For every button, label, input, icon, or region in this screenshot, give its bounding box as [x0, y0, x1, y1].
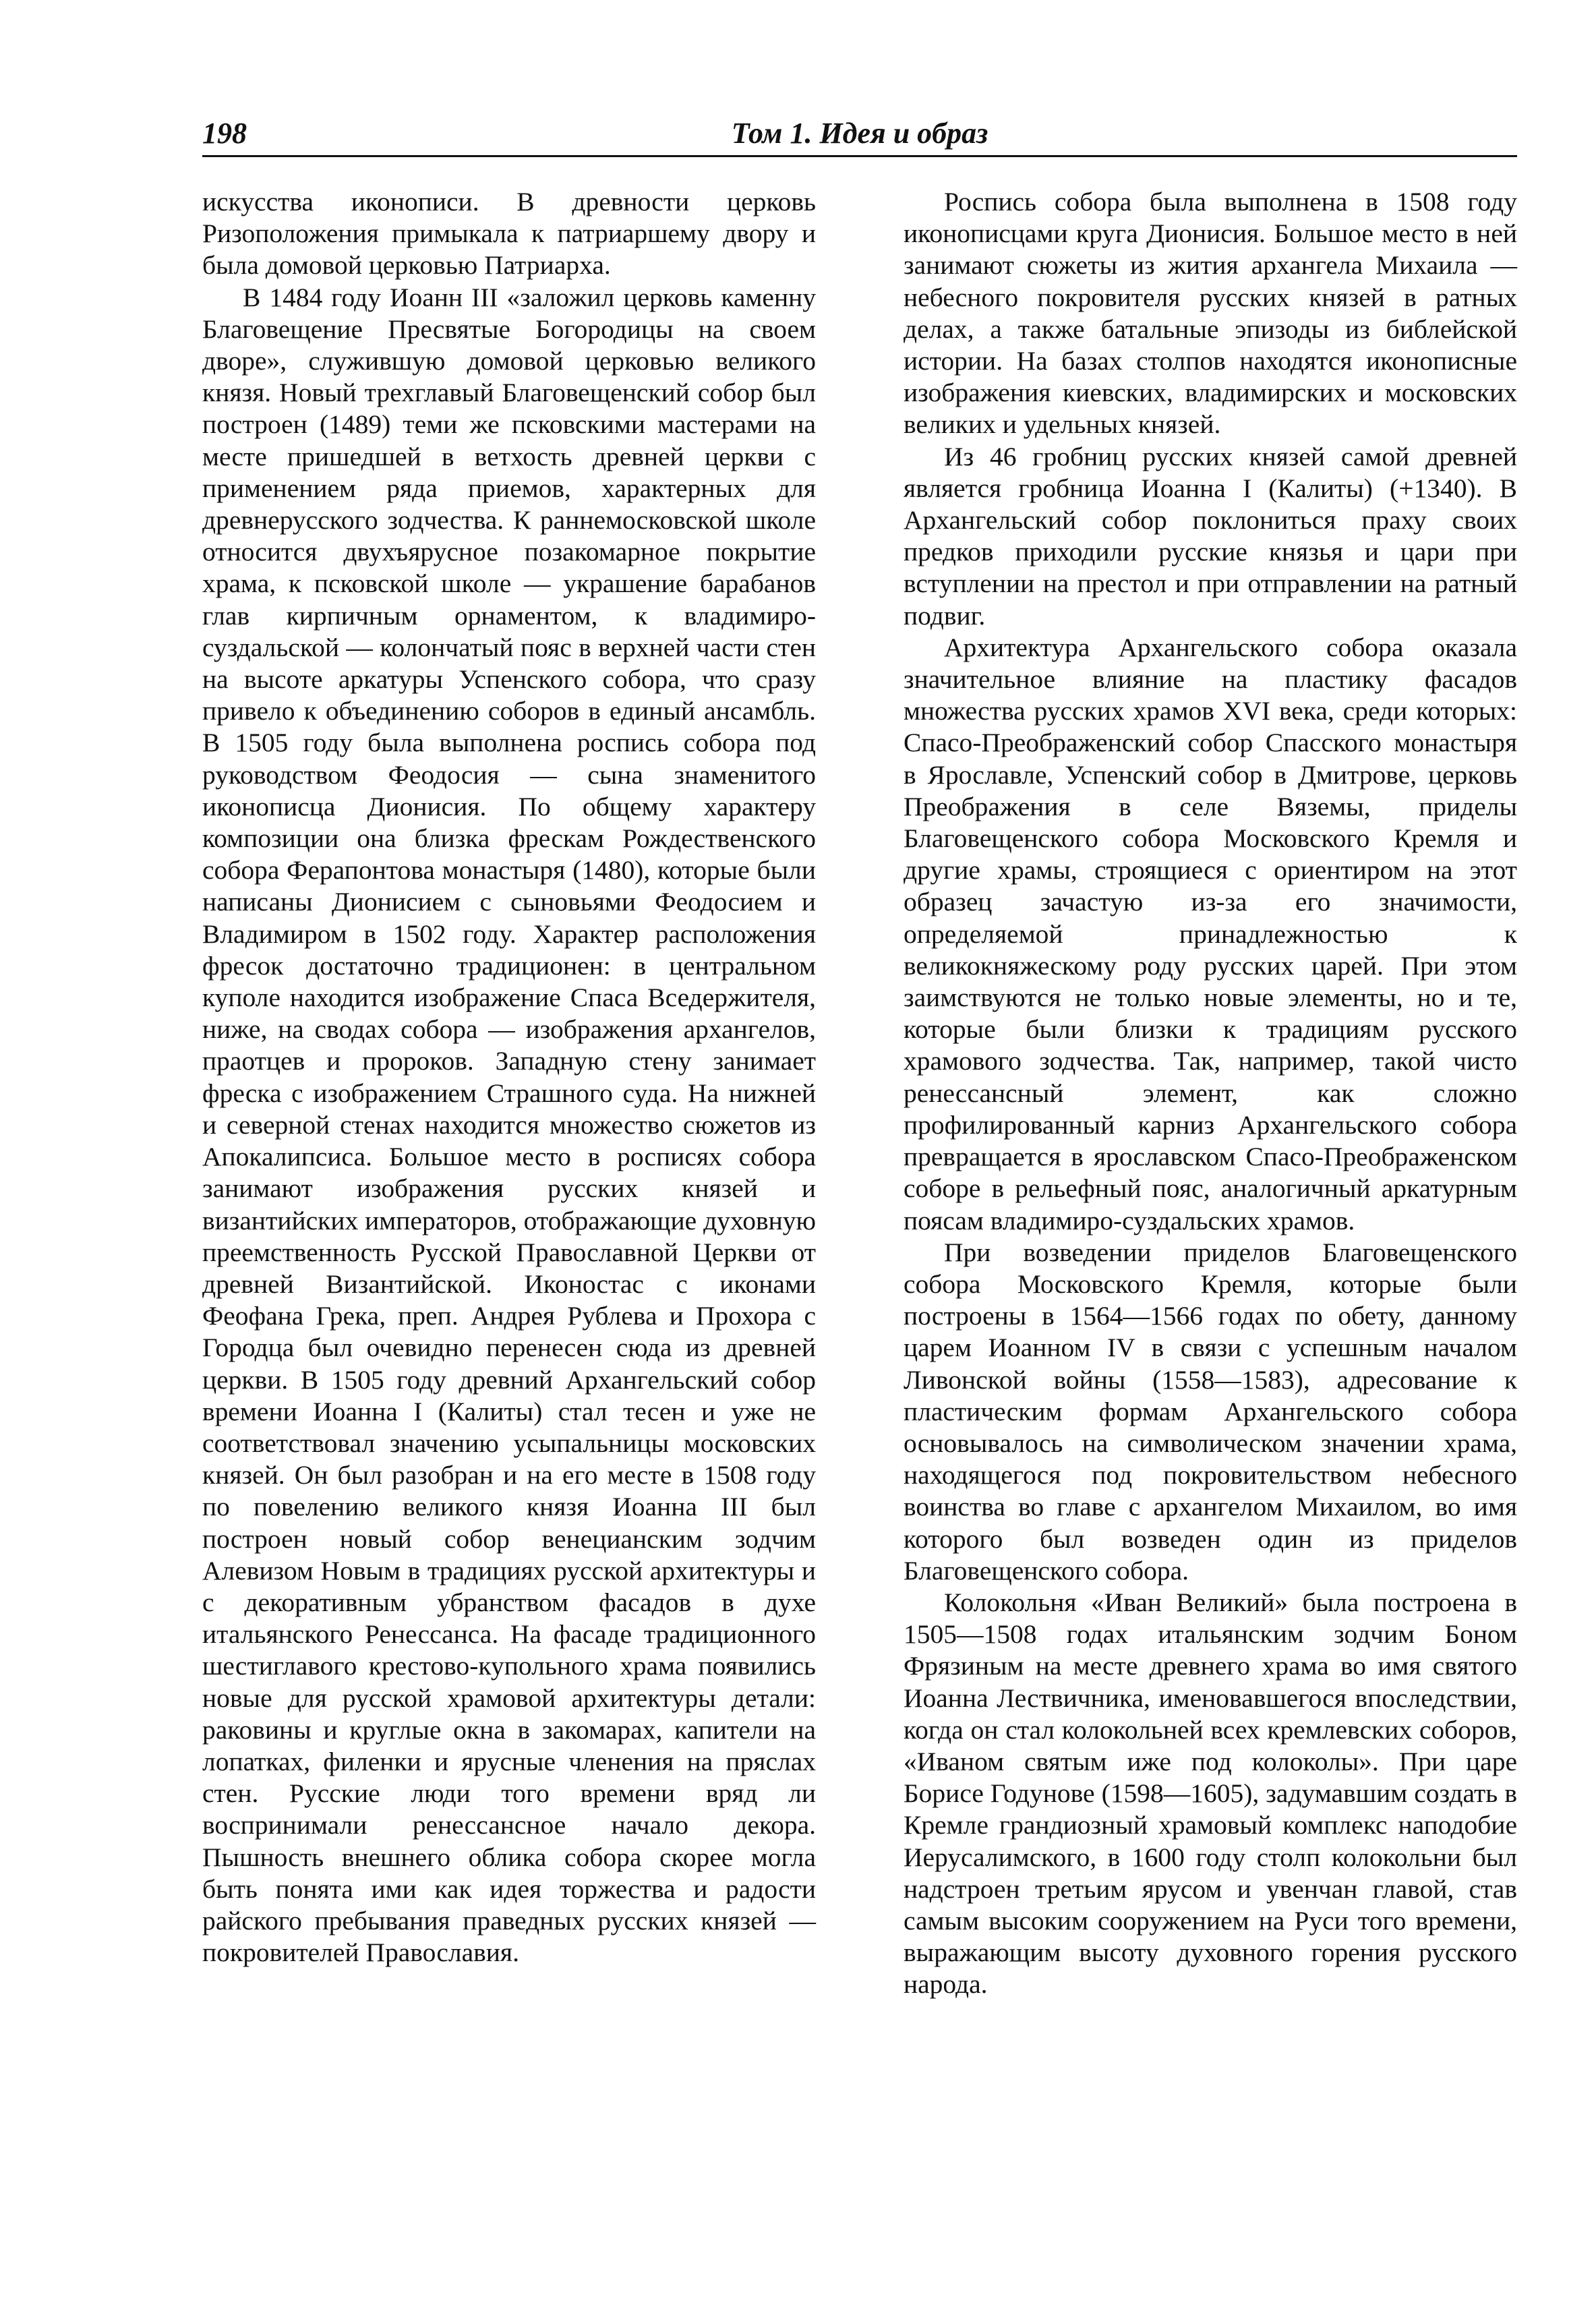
paragraph: При возведении приделов Благовещенского собора Московского Кремля, которые были построены в 1564—1566 годах по обету, данному царем Иоанном IV в связи с успешным началом Ливонской войны (1558—1583), адресование к пластическим формам Архангельского собора основывалось на символическом значении храма, находящегося под покровительством небесного воинства во главе с архангелом Михаилом, во имя которого был возведен один из приделов Благовещенского собора. [904, 1237, 1517, 1585]
paragraph: Из 46 гробниц русских князей самой древней является гробница Иоанна I (Калиты) (+1340). В Архангельский собор поклониться праху своих предков приходили русские князья и цари при вступлении на престол и при отправлении на ратный подвиг. [904, 441, 1517, 631]
volume-title: Том 1. Идея и образ [731, 117, 988, 150]
paragraph: Архитектура Архангельского собора оказала значительное влияние на пластику фасадов множества русских храмов XVI века, среди которых: Спасо-Преображенский собор Спасского монастыря в Ярославле, Успенский собор в Дмитрове, церковь Преображения в селе Вяземы, приделы Благовещенского собора Московского Кремля и другие храмы, строящиеся с ориентиром на этот образец зачастую из-за его значимости, определяемой принадлежностью к великокняжескому роду русских царей. При этом заимствуются не только новые элементы, но и те, которые были близки к традициям русского храмового зодчества. Так, например, такой чисто ренессансный элемент, как сложно профилированный карниз Архангельского собора превращается в ярославском Спасо-Преображенском соборе в рельефный пояс, аналогичный аркатурным поясам владимиро-суздальских храмов. [904, 632, 1517, 1235]
page-number: 198 [202, 117, 247, 150]
paragraph: В 1484 году Иоанн III «заложил церковь каменну Благовещение Пресвятые Богородицы на своем дворе», служившую домовой церковью великого князя. Новый трехглавый Благовещенский собор был построен (1489) теми же псковскими мастерами на месте пришедшей в ветхость древней церкви с применением ряда приемов, характерных для древнерусского зодчества. К раннемосковской школе относится двухъярусное позакомарное покрытие храма, к псковской школе — украшение барабанов глав кирпичным орнаментом, к владимиро-суздальской — колончатый пояс в верхней части стен на высоте аркатуры Успенского собора, что сразу привело к объединению соборов в единый ансамбль. В 1505 году была выполнена роспись собора под руководством Феодосия — сына знаменитого иконописца Дионисия. По общему характеру композиции она близка фрескам Рождественского собора Ферапонтова монастыря (1480), которые были написаны Дионисием с сыновьями Феодосием и Владимиром в 1502 году. Характер расположения фресок достаточно традиционен: в центральном куполе находится изображение Спаса Вседержителя, ниже, на сводах собора — изображения архангелов, праотцев и пророков. Западную стену занимает фреска с изображением Страшного суда. На нижней и северной стенах находится множество сюжетов из Апокалипсиса. Большое место в росписях собора занимают изображения русских князей и византийских императоров, отображающие духовную преемственность Русской Православной Церкви от древней Византийской. Иконостас с иконами Феофана Грека, преп. Андрея Рублева и Прохора с Городца был очевидно перенесен сюда из древней церкви. В 1505 году древний Архангельский собор времени Иоанна I (Калиты) стал тесен и уже не соответствовал значению усыпальницы московских князей. Он был разобран и на его месте в 1508 году по повелению великого князя Иоанна III был построен новый собор венецианским зодчим Алевизом Новым в традициях русской архитектуры и с декоративным убранством фасадов в духе итальянского Ренессанса. На фасаде традиционного шестиглавого крестово-купольного храма появились новые для русской храмовой архитектуры детали: раковины и круглые окна в закомарах, капители на лопатках, филенки и ярусные членения на пряслах стен. Русские люди того времени вряд ли воспринимали ренессансное начало декора. Пышность внешнего облика собора скорее могла быть понята ими как идея торжества и радости райского пребывания праведных русских князей — покровителей Православия. [202, 282, 816, 1968]
right-column [904, 186, 1517, 2001]
paragraph: Роспись собора была выполнена в 1508 году иконописцами круга Дионисия. Большое место в ней занимают сюжеты из жития архангела Михаила — небесного покровителя русских князей в ратных делах, а также батальные эпизоды из библейской истории. На базах столпов находятся иконописные изображения киевских, владимирских и московских великих и удельных князей. [904, 187, 1517, 440]
header-rule [202, 155, 1517, 157]
left-column [202, 186, 816, 1969]
paragraph: Колокольня «Иван Великий» была построена в 1505—1508 годах итальянским зодчим Боном Фрязиным на месте древнего храма во имя святого Иоанна Лествичника, именовавшегося впоследствии, когда он стал колокольней всех кремлевских соборов, «Иваном святым иже под колоколы». При царе Борисе Годунове (1598—1605), задумавшим создать в Кремле грандиозный храмовый комплекс наподобие Иерусалимского, в 1600 году столп колокольни был надстроен третьим ярусом и увенчан главой, став самым высоким сооружением на Руси того времени, выражающим высоту духовного горения русского народа. [904, 1587, 1517, 2000]
running-head [202, 113, 1517, 154]
paragraph: искусства иконописи. В древности церковь Ризоположения примыкала к патриаршему двору и была домовой церковью Патриарха. [202, 187, 816, 281]
